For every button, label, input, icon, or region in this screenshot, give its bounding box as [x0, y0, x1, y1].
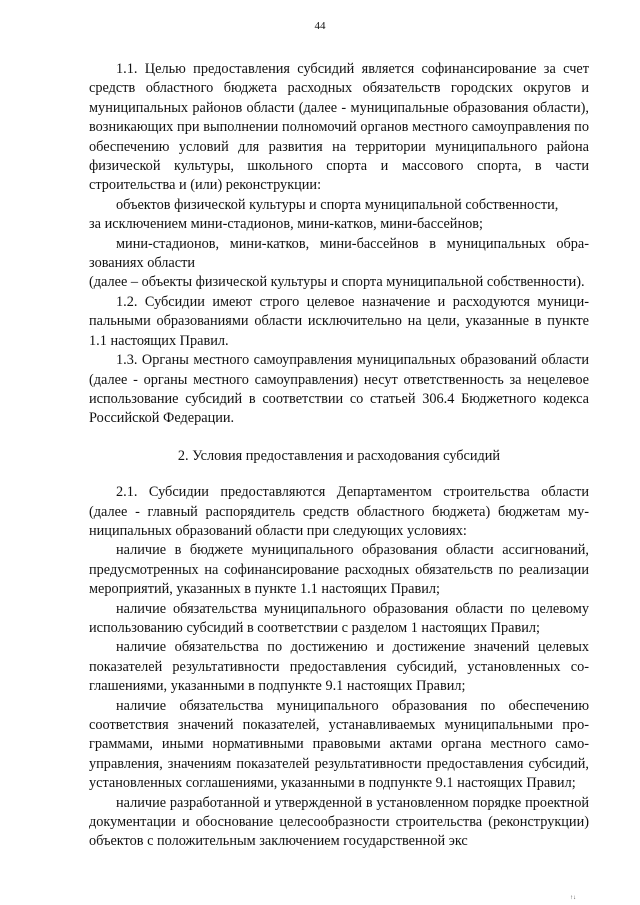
condition-indicators: наличие обязательства по достижению и достижение значений целевых показателей результативности предоставления субсидий, установленных соглашениями, указанными в подпункте 9.1 настоящих Правил;: [89, 639, 589, 695]
paragraph-1-3: 1.3. Органы местного самоуправления муниципальных образований области (далее - органы местного самоуправления) несут ответственность за нецелевое использование субсидий в соответствии со статьей 306.4 Бюджетного кодекса Российской Федерации.: [89, 352, 589, 427]
paragraph-1-1: 1.1. Целью предоставления субсидий является софинансирование за счет средств областного бюджета расходных обязательств городских округов и муниципальных районов области (далее - муниципальные образования области), возникающих при выполнении полномочий органов местного самоуправления по обеспечению условий для развития на территории муниципального района физической культуры, школьного спорта и массового спорта, в части строительства и (или) реконструкции:: [89, 61, 589, 194]
paragraph-item-objects-cont: за исключением мини-стадионов, мини-катков, мини-бассейнов;: [89, 216, 483, 233]
section-2-heading: 2. Условия предоставления и расходования субсидий: [177, 447, 501, 464]
paragraph-item-mini: мини-стадионов, мини-катков, мини-бассейнов в муниципальных образованиях области: [89, 235, 589, 272]
condition-programs: наличие обязательства муниципального образования по обеспечению соответствия значений показателей, устанавливаемых муниципальными программами, иными нормативными правовыми актами органа местного самоуправления, значениям показателей результативности предоставления субсидий, установленных соглашениями, указанными в подпункте 9.1 настоящих Правил;: [89, 697, 589, 792]
paragraph-2-1: 2.1. Субсидии предоставляются Департаментом строительства области (далее - главный распорядитель средств областного бюджета) бюджетам муниципальных образований области при следующих условиях:: [89, 484, 589, 539]
document-body: [89, 60, 589, 852]
corner-mark: ↑↓: [570, 895, 576, 901]
condition-targeted-use: наличие обязательства муниципального образования области по целевому использованию субсидий в соответствии с разделом 1 настоящих Правил;: [89, 600, 589, 636]
paragraph-definition: (далее – объекты физической культуры и спорта муниципальной собственности).: [89, 274, 585, 291]
paragraph-1-2: 1.2. Субсидии имеют строго целевое назначение и расходуются муниципальными образованиями области исключительно на цели, указанные в пункте 1.1 настоящих Правил.: [89, 293, 589, 349]
paragraph-item-objects: объектов физической культуры и спорта муниципальной собственности,: [116, 196, 559, 213]
page-number: 44: [314, 20, 326, 32]
condition-budget: наличие в бюджете муниципального образования области ассигнований, предусмотренных на софинансирование расходных обязательств по реализации мероприятий, указанных в пункте 1.1 настоящих Правил;: [89, 542, 589, 598]
condition-project-docs: наличие разработанной и утвержденной в установленном порядке проектной документации и обоснование целесообразности строительства (реконструкции) объектов с положительным заключением государственной экс: [89, 794, 589, 850]
